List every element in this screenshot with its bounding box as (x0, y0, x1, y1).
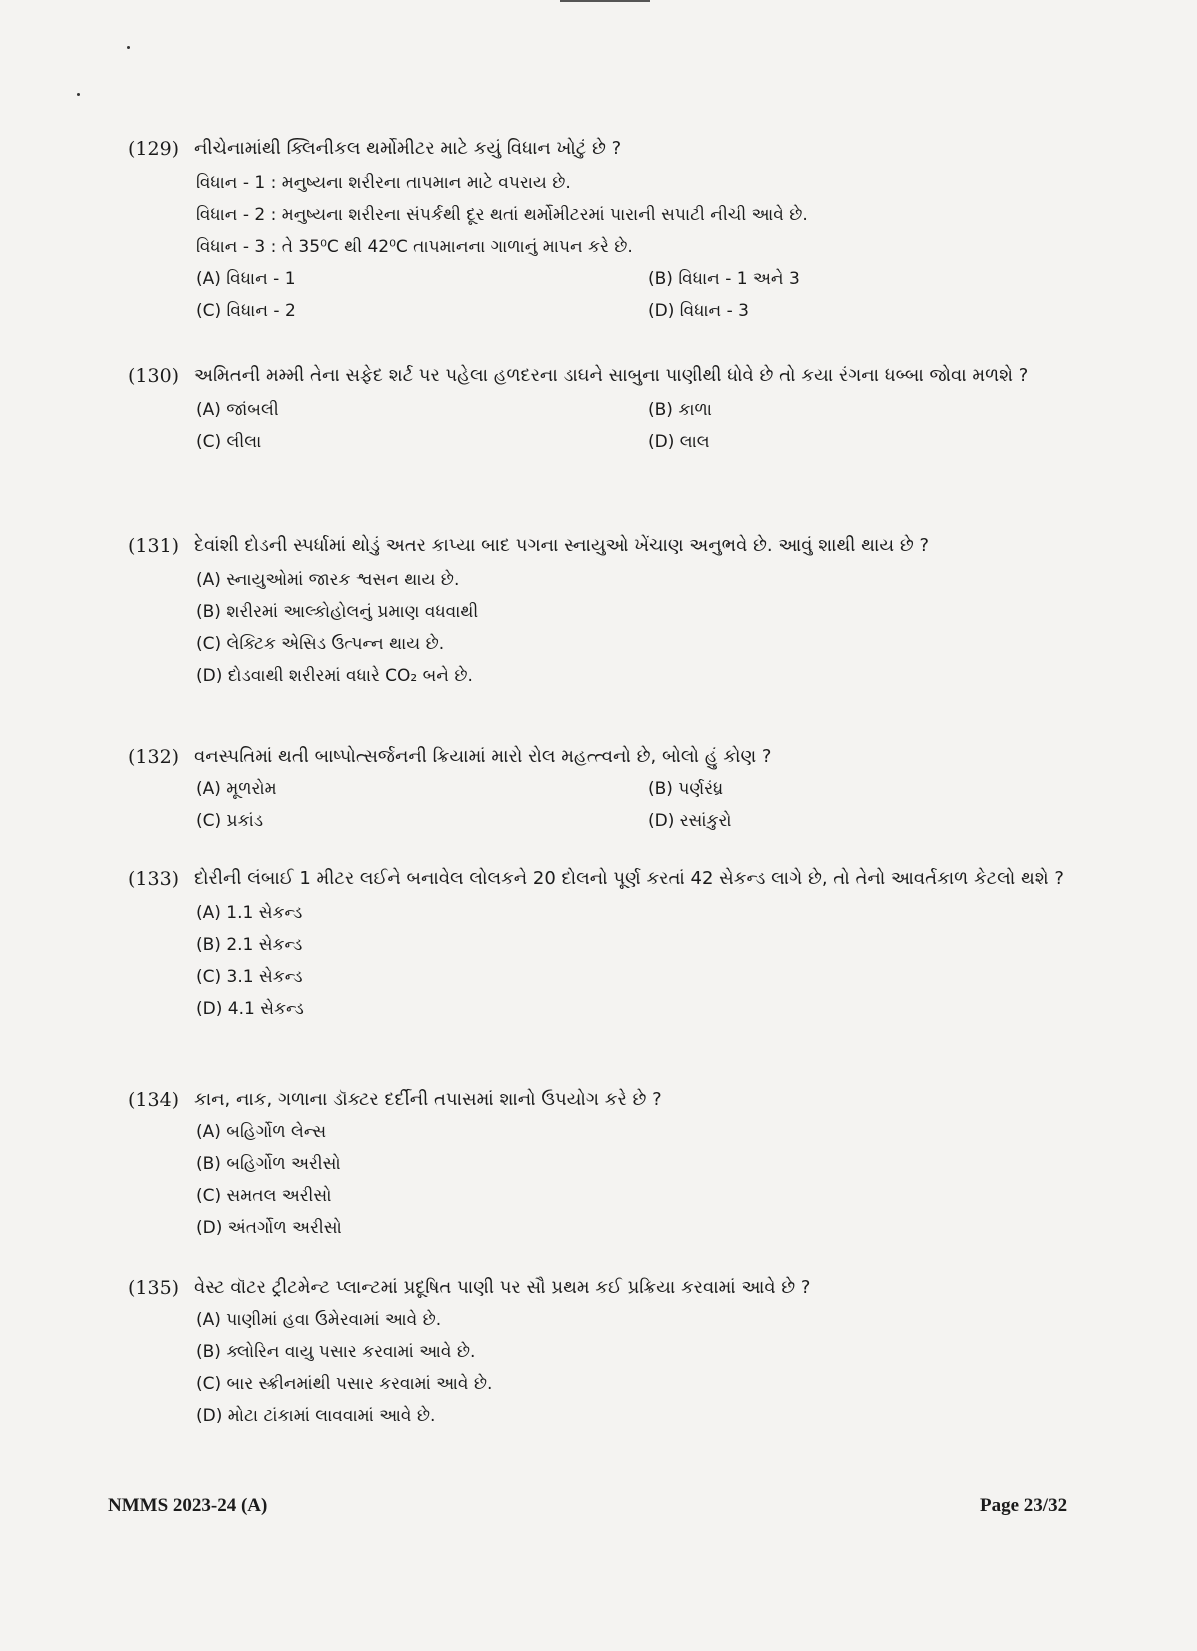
option-a: (A) વિધાન - 1 (196, 269, 296, 289)
speck (127, 46, 130, 49)
question-text: કાન, નાક, ગળાના ડૉક્ટર દર્દીની તપાસમાં શાનો ઉપયોગ કરે છે ? (194, 1089, 662, 1110)
option-c: (C) 3.1 સેકન્ડ (196, 967, 303, 987)
question-text: દેવાંશી દોડની સ્પર્ધામાં થોડું અતર કાપ્યા બાદ પગના સ્નાયુઓ ખેંચાણ અનુભવે છે. આવું શાથી થાય છે ? (194, 535, 930, 556)
top-rule (560, 0, 650, 2)
option-d: (D) મોટા ટાંકામાં લાવવામાં આવે છે. (196, 1406, 436, 1426)
option-a: (A) સ્નાયુઓમાં જારક શ્વસન થાય છે. (196, 570, 460, 590)
option-d: (D) વિધાન - 3 (648, 301, 749, 321)
page-number: Page 23/32 (980, 1495, 1068, 1516)
option-a: (A) પાણીમાં હવા ઉમેરવામાં આવે છે. (196, 1310, 442, 1330)
option-a: (A) મૂળરોમ (196, 779, 277, 799)
exam-code: NMMS 2023-24 (A) (108, 1495, 268, 1516)
question-number: (133) (128, 868, 180, 890)
question-text: વનસ્પતિમાં થતી બાષ્પોત્સર્જનની ક્રિયામાં મારો રોલ મહત્ત્વનો છે, બોલો હું કોણ ? (194, 746, 772, 767)
option-b: (B) 2.1 સેકન્ડ (196, 935, 303, 955)
option-b: (B) પર્ણરંધ્ર (648, 779, 724, 799)
question-129 (128, 135, 1118, 327)
option-c: (C) સમતલ અરીસો (196, 1186, 332, 1206)
option-b: (B) શરીરમાં આલ્કોહોલનું પ્રમાણ વધવાથી (196, 602, 479, 622)
option-b: (B) વિધાન - 1 અને 3 (648, 269, 800, 289)
question-text: દોરીની લંબાઈ 1 મીટર લઈને બનાવેલ લોલકને 20 દોલનો પૂર્ણ કરતાં 42 સેકન્ડ લાગે છે, તો તેનો આવર્તકાળ કેટલો થશે ? (194, 868, 1064, 889)
option-c: (C) બાર સ્ક્રીનમાંથી પસાર કરવામાં આવે છે. (196, 1374, 493, 1394)
question-number: (131) (128, 535, 180, 557)
question-130 (128, 362, 1118, 458)
option-d: (D) રસાંકુરો (648, 811, 732, 831)
question-132 (128, 743, 1118, 837)
option-d: (D) અંતર્ગોળ અરીસો (196, 1218, 342, 1238)
question-134 (128, 1086, 1118, 1244)
option-d: (D) દોડવાથી શરીરમાં વધારે CO₂ બને છે. (196, 666, 473, 686)
question-text: વેસ્ટ વૉટર ટ્રીટમેન્ટ પ્લાન્ટમાં પ્રદૂષિત પાણી પર સૌ પ્રથમ કઈ પ્રક્રિયા કરવામાં આવે છે ? (194, 1277, 811, 1298)
statement: વિધાન - 2 : મનુષ્યના શરીરના સંપર્કથી દૂર થતાં થર્મોમીટરમાં પારાની સપાટી નીચી આવે છે. (196, 205, 808, 225)
question-133 (128, 865, 1118, 1025)
question-number: (130) (128, 365, 180, 387)
option-c: (C) વિધાન - 2 (196, 301, 296, 321)
option-b: (B) બહિર્ગોળ અરીસો (196, 1154, 341, 1174)
option-b: (B) કાળા (648, 400, 712, 420)
statement: વિધાન - 3 : તે 35⁰C થી 42⁰C તાપમાનના ગાળાનું માપન કરે છે. (196, 237, 633, 257)
question-number: (135) (128, 1277, 180, 1299)
question-number: (132) (128, 746, 180, 768)
option-c: (C) લેક્ટિક એસિડ ઉત્પન્ન થાય છે. (196, 634, 445, 654)
question-text: નીચેનામાંથી ક્લિનીકલ થર્મોમીટર માટે કયું વિધાન ખોટું છે ? (194, 138, 622, 159)
option-d: (D) 4.1 સેકન્ડ (196, 999, 304, 1019)
question-number: (129) (128, 138, 180, 160)
question-number: (134) (128, 1089, 180, 1111)
question-text: અમિતની મમ્મી તેના સફેદ શર્ટ પર પહેલા હળદરના ડાઘને સાબુના પાણીથી ધોવે છે તો કયા રંગના ધબ્બા જોવા મળશે ? (194, 365, 1029, 386)
option-c: (C) લીલા (196, 432, 262, 452)
option-a: (A) જાંબલી (196, 400, 279, 420)
option-c: (C) પ્રકાંડ (196, 811, 264, 831)
option-d: (D) લાલ (648, 432, 710, 452)
option-a: (A) 1.1 સેકન્ડ (196, 903, 303, 923)
speck (77, 93, 80, 96)
question-135 (128, 1274, 1118, 1432)
statement: વિધાન - 1 : મનુષ્યના શરીરના તાપમાન માટે વપરાય છે. (196, 173, 571, 193)
option-b: (B) ક્લોરિન વાયુ પસાર કરવામાં આવે છે. (196, 1342, 476, 1362)
option-a: (A) બહિર્ગોળ લેન્સ (196, 1122, 327, 1142)
question-131 (128, 532, 1118, 692)
